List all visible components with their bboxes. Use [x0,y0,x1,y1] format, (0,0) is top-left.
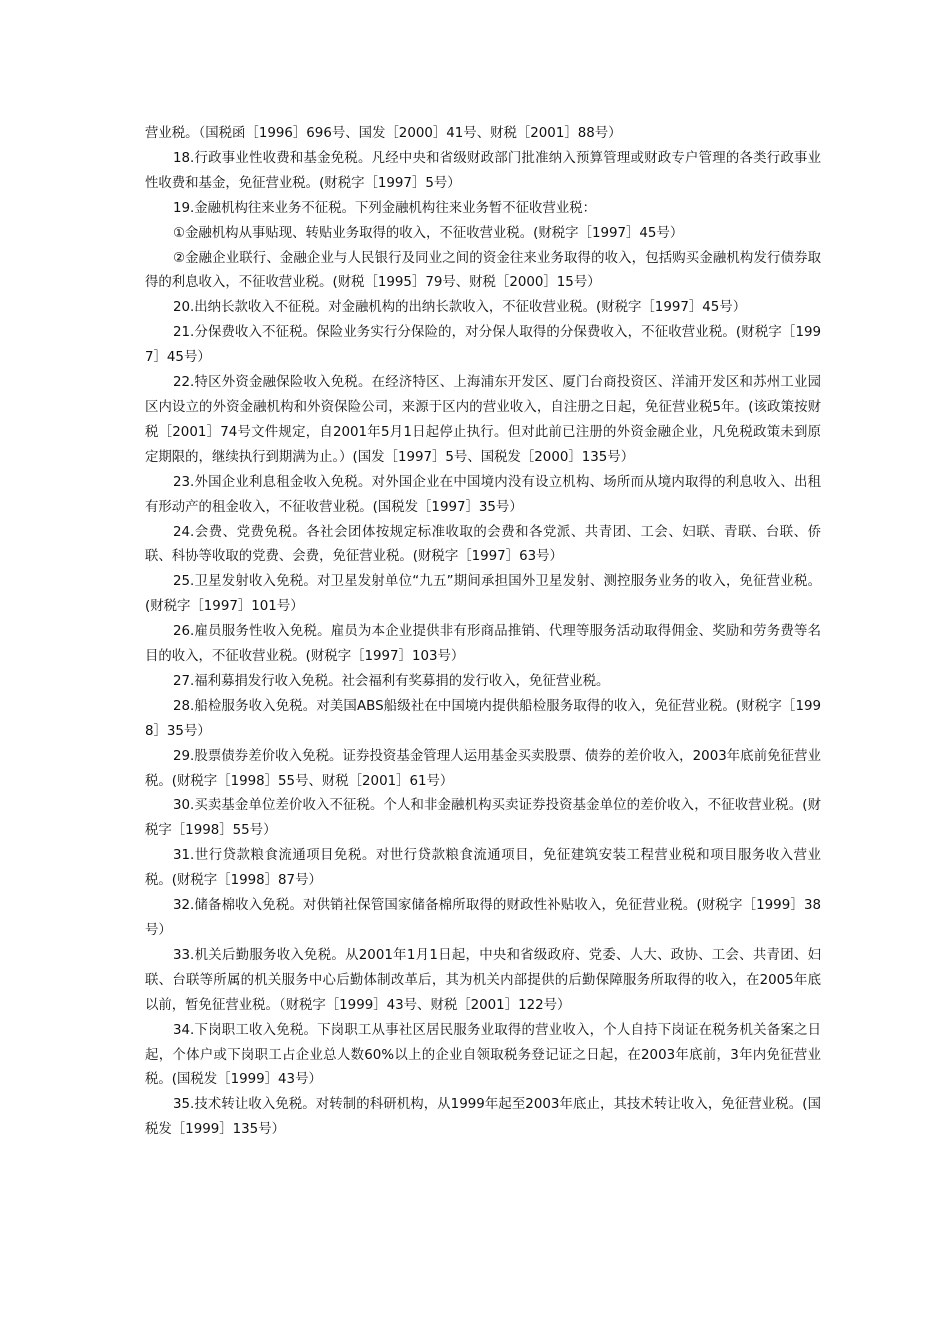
paragraph-item-19: 19.金融机构往来业务不征税。下列金融机构往来业务暂不征收营业税： [173,200,597,216]
paragraph-item-19-sub-2: ②金融企业联行、金融企业与人民银行及同业之间的资金往来业务取得的收入，包括购买金融机构发行债券取得的利息收入，不征收营业税。(财税［1995］79号、财税［2000］15号） [145,250,821,291]
paragraph-item-35: 35.技术转让收入免税。对转制的科研机构，从1999年起至2003年底止，其技术转让收入，免征营业税。(国税发［1999］135号） [145,1097,821,1138]
paragraph-item-32: 32.储备棉收入免税。对供销社保管国家储备棉所取得的财政性补贴收入，免征营业税。(财税字［1999］38号） [145,898,821,938]
paragraph-item-33: 33.机关后勤服务收入免税。从2001年1月1日起，中央和省级政府、党委、人大、政协、工会、共青团、妇联、台联等所属的机关服务中心后勤体制改革后，其为机关内部提供的后勤保障服务所取得的收入，在2005年底以前，暂免征营业税。（财税字［1999］43号、财税［2001］122号） [145,947,821,1013]
paragraph-continuation: 营业税。（国税函［1996］696号、国发［2000］41号、财税［2001］88号） [145,126,622,141]
document-body [145,122,821,1143]
paragraph-item-24: 24.会费、党费免税。各社会团体按规定标准收取的会费和各党派、共青团、工会、妇联、青联、台联、侨联、科协等收取的党费、会费，免征营业税。(财税字［1997］63号） [145,524,821,565]
paragraph-item-31: 31.世行贷款粮食流通项目免税。对世行贷款粮食流通项目，免征建筑安装工程营业税和项目服务收入营业税。(财税字［1998］87号） [145,848,821,889]
paragraph-item-19-sub-1: ①金融机构从事贴现、转贴业务取得的收入，不征收营业税。(财税字［1997］45号） [173,225,684,241]
paragraph-item-34: 34.下岗职工收入免税。下岗职工从事社区居民服务业取得的营业收入，个人自持下岗证在税务机关备案之日起，个体户或下岗职工占企业总人数60%以上的企业自领取税务登记证之日起，在2003年底前，3年内免征营业税。(国税发［1999］43号） [145,1022,821,1088]
paragraph-item-28: 28.船检服务收入免税。对美国ABS船级社在中国境内提供船检服务取得的收入，免征营业税。(财税字［1998］35号） [145,698,821,739]
paragraph-item-22: 22.特区外资金融保险收入免税。在经济特区、上海浦东开发区、厦门台商投资区、洋浦开发区和苏州工业园区内设立的外资金融机构和外资保险公司，来源于区内的营业收入，自注册之日起，免征营业税5年。(该政策按财税［2001］74号文件规定，自2001年5月1日起停止执行。但对此前已注册的外资金融企业，凡免税政策未到原定期限的，继续执行到期满为止。）(国发［1997］5号、国税发［2000］135号） [145,375,821,465]
paragraph-item-29: 29.股票债券差价收入免税。证券投资基金管理人运用基金买卖股票、债券的差价收入，2003年底前免征营业税。(财税字［1998］55号、财税［2001］61号） [145,748,821,789]
paragraph-item-23: 23.外国企业利息租金收入免税。对外国企业在中国境内没有设立机构、场所而从境内取得的利息收入、出租有形动产的租金收入，不征收营业税。(国税发［1997］35号） [145,474,821,515]
paragraph-item-27: 27.福利募捐发行收入免税。社会福利有奖募捐的发行收入，免征营业税。 [173,673,610,689]
paragraph-item-18: 18.行政事业性收费和基金免税。凡经中央和省级财政部门批准纳入预算管理或财政专户管理的各类行政事业性收费和基金，免征营业税。(财税字［1997］5号） [145,150,821,191]
paragraph-item-21: 21.分保费收入不征税。保险业务实行分保险的，对分保人取得的分保费收入，不征收营业税。(财税字［1997］45号） [145,325,821,366]
paragraph-item-26: 26.雇员服务性收入免税。雇员为本企业提供非有形商品推销、代理等服务活动取得佣金、奖励和劳务费等名目的收入，不征收营业税。(财税字［1997］103号） [145,624,821,665]
paragraph-item-30: 30.买卖基金单位差价收入不征税。个人和非金融机构买卖证券投资基金单位的差价收入，不征收营业税。(财税字［1998］55号） [145,798,821,839]
paragraph-item-25: 25.卫星发射收入免税。对卫星发射单位“九五”期间承担国外卫星发射、测控服务业务的收入，免征营业税。(财税字［1997］101号） [145,574,821,615]
paragraph-item-20: 20.出纳长款收入不征税。对金融机构的出纳长款收入，不征收营业税。(财税字［1997］45号） [173,300,747,316]
